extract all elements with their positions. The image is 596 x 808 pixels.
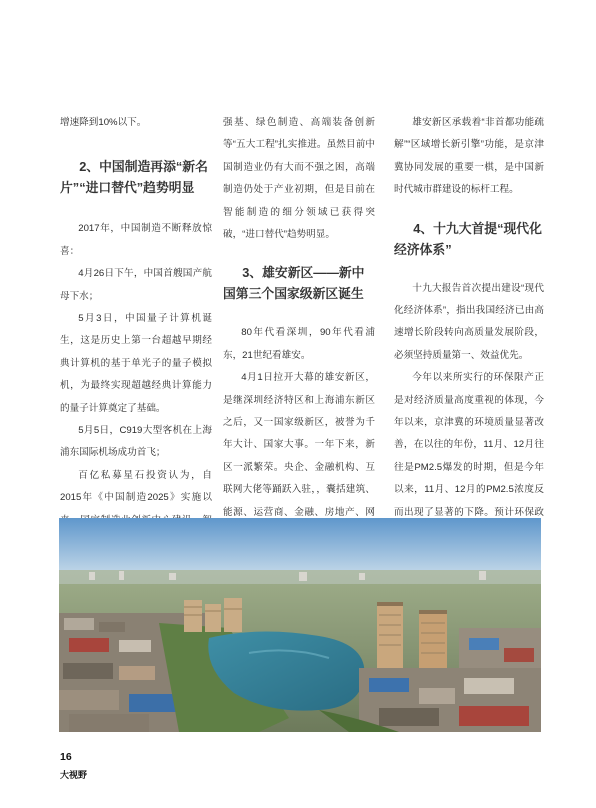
paragraph: 4月26日下午，中国首艘国产航母下水； [60, 268, 212, 302]
spacer [223, 304, 375, 322]
paragraph: 2017年，中国制造不断释放惊喜： [60, 223, 212, 257]
paragraph: 增速降到10%以下。 [60, 117, 147, 128]
aerial-city-photo [59, 518, 541, 732]
text-column-2 [223, 112, 375, 547]
page-number: 16 [60, 751, 72, 763]
section-heading-4: 4、十九大首提“现代化经济体系” [394, 220, 542, 257]
text-column-3 [394, 112, 544, 547]
section-heading-3: 3、雄安新区——新中国第三个国家级新区诞生 [223, 265, 365, 302]
magazine-logo [60, 765, 100, 781]
text-column-1 [60, 112, 212, 555]
paragraph: 4月1日拉开大幕的雄安新区，是继深圳经济特区和上海浦东新区之后，又一国家级新区，被誉为千年大计、国家大事。一年下来，新区一派繁荣。央企、金融机构、互联网大佬等踊跃入驻，，囊括建筑、能源、运营商、金融、房地产、网 [223, 372, 375, 518]
paragraph: 强基、绿色制造、高端装备创新等“五大工程”扎实推进。虽然目前中国制造业仍有大而不强之困，高端制造仍处于产业初期，但是目前在智能制造的细分领域已获得突破，“进口替代”趋势明显。 [223, 117, 375, 241]
paragraph: 5月3日，中国量子计算机诞生，这是历史上第一台超越早期经典计算机的基于单光子的量子模拟机，为最终实现超越经典计算能力的量子计算奠定了基础。 [60, 313, 212, 414]
section-heading-2: 2、中国制造再添“新名片”“进口替代”趋势明显 [60, 159, 208, 196]
spacer [60, 134, 212, 156]
spacer [223, 246, 375, 262]
spacer [394, 202, 544, 218]
paragraph: 80年代看深圳，90年代看浦东，21世纪看雄安。 [223, 327, 375, 361]
paragraph: 十九大报告首次提出建设“现代化经济体系”，指出我国经济已由高速增长阶段转向高质量发展阶段，必须坚持质量第一、效益优先。 [394, 282, 544, 361]
spacer [60, 198, 212, 218]
spacer [394, 260, 544, 278]
magazine-name: 大视野 [60, 771, 88, 781]
paragraph: 5月5日，C919大型客机在上海浦东国际机场成功首飞； [60, 425, 212, 459]
paragraph: 雄安新区承载着“非首都功能疏解”“区域增长新引擎”功能，是京津冀协同发展的重要一棋，是中国新时代城市群建设的标杆工程。 [394, 117, 544, 196]
paragraph: 百亿私募星石投资认为，自2015年《中国制造2025》实施以 [60, 469, 212, 504]
paragraph: 今年以来所实行的环保限产正是对经济质量高度重视的体现，今年以来，京津冀的环境质量显著改善，在以往的年份，11月、12月往往是PM2.5爆发的时期，但是今年以来，11月、12月的PM2.5浓度反而出现了显著的下降。预计环保政 [394, 372, 544, 518]
